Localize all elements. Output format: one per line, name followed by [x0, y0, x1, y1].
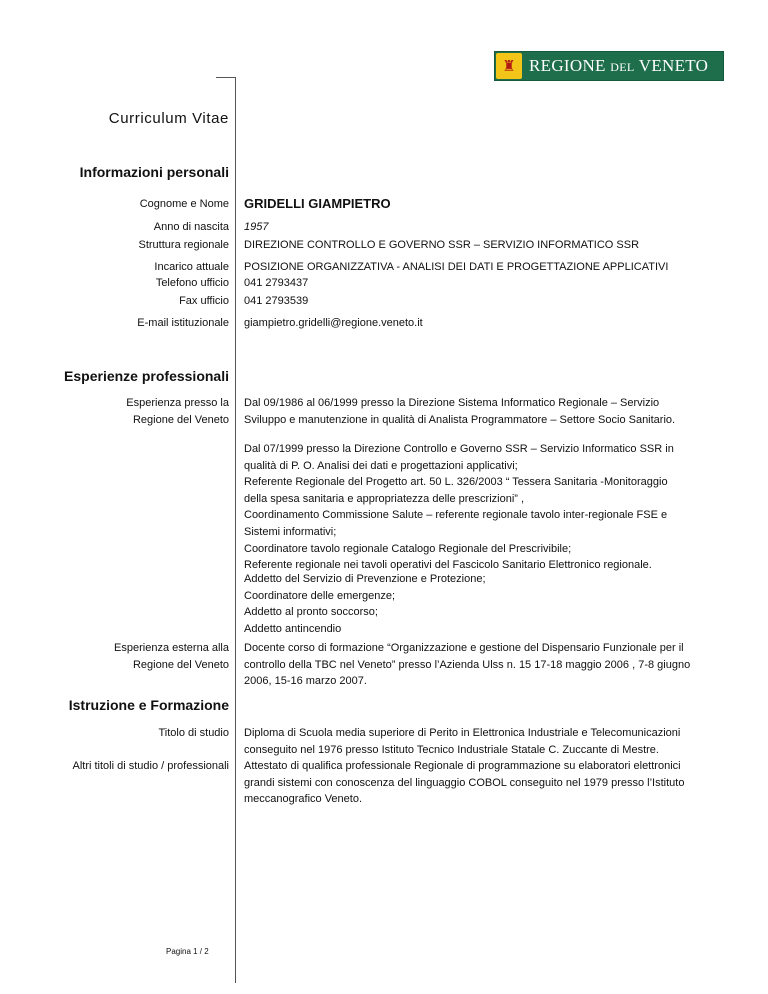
- label-other-titles: Altri titoli di studio / professionali: [72, 760, 229, 772]
- value-role: POSIZIONE ORGANIZZATIVA - ANALISI DEI DATI E PROGETTAZIONE APPLICATIVI: [244, 261, 669, 273]
- experience-block-3: Addetto del Servizio di Prevenzione e Protezione; Coordinatore delle emergenze; Addetto al pronto soccorso; Addetto antincendio: [244, 573, 486, 635]
- regione-veneto-logo: [494, 51, 724, 81]
- value-birth-year: 1957: [244, 221, 269, 233]
- lion-emblem-icon: ♜: [496, 53, 522, 79]
- logo-text: REGIONE DEL VENETO: [529, 56, 709, 75]
- value-fax: 041 2793539: [244, 295, 309, 307]
- page-number: Pagina 1 / 2: [166, 947, 209, 956]
- divider-tick: [216, 77, 236, 78]
- label-email: E-mail istituzionale: [137, 317, 229, 329]
- label-study-title: Titolo di studio: [158, 727, 229, 739]
- label-birth-year: Anno di nascita: [153, 221, 229, 233]
- value-phone: 041 2793437: [244, 277, 309, 289]
- section-heading-experience: Esperienze professionali: [64, 368, 229, 384]
- label-name: Cognome e Nome: [139, 198, 229, 210]
- section-heading-personal: Informazioni personali: [79, 164, 229, 180]
- label-structure: Struttura regionale: [138, 239, 229, 251]
- value-email: giampietro.gridelli@regione.veneto.it: [244, 317, 423, 329]
- other-titles-block: Attestato di qualifica professionale Regionale di programmazione su elaboratori elettronici grandi sistemi con conoscenza del linguaggio COBOL conseguito nel 1979 presso l’Istituto meccanografico Veneto.: [244, 760, 685, 806]
- label-phone: Telefono ufficio: [155, 277, 229, 289]
- experience-external-block: Docente corso di formazione “Organizzazione e gestione del Dispensario Funzionale per il controllo della TBC nel Veneto” presso l’Azienda Ulss n. 15 17-18 maggio 2006 , 7-8 giugno 2006, 15-16 marzo 2007.: [244, 642, 691, 688]
- study-block: Diploma di Scuola media superiore di Perito in Elettronica Industriale e Telecomunicazioni conseguito nel 1976 presso Istituto Tecnico Industriale Statale C. Zuccante di Mestre.: [244, 727, 681, 756]
- section-heading-education: Istruzione e Formazione: [68, 697, 229, 713]
- document-title: Curriculum Vitae: [108, 110, 229, 127]
- label-internal-experience: Esperienza presso la Regione del Veneto: [126, 397, 229, 426]
- label-fax: Fax ufficio: [179, 295, 229, 307]
- column-divider: [235, 77, 236, 983]
- label-external-experience: Esperienza esterna alla Regione del Veneto: [114, 642, 229, 671]
- value-name: GRIDELLI GIAMPIETRO: [244, 196, 391, 211]
- label-role: Incarico attuale: [154, 261, 229, 273]
- experience-block-1: Dal 09/1986 al 06/1999 presso la Direzione Sistema Informatico Regionale – Servizio Sviluppo e manutenzione in qualità di Analista Programmatore – Settore Socio Sanitario.: [244, 397, 676, 426]
- value-structure: DIREZIONE CONTROLLO E GOVERNO SSR – SERVIZIO INFORMATICO SSR: [244, 239, 640, 251]
- experience-block-2: Dal 07/1999 presso la Direzione Controllo e Governo SSR – Servizio Informatico SSR in qualità di P. O. Analisi dei dati e progettazioni applicativi; Referente Regionale del Progetto art. 50 L. 326/2003 “ Tessera Sanitaria -Monitoraggio della spesa sanitaria e appropriatezza delle prescrizioni” , Coordinamento Commissione Salute – referente regionale tavolo inter-regionale FSE e Sistemi informativi; Coordinatore tavolo regionale Catalogo Regionale del Prescrivibile; Referente regionale nei tavoli operativi del Fascicolo Sanitario Elettronico regionale.: [244, 443, 674, 572]
